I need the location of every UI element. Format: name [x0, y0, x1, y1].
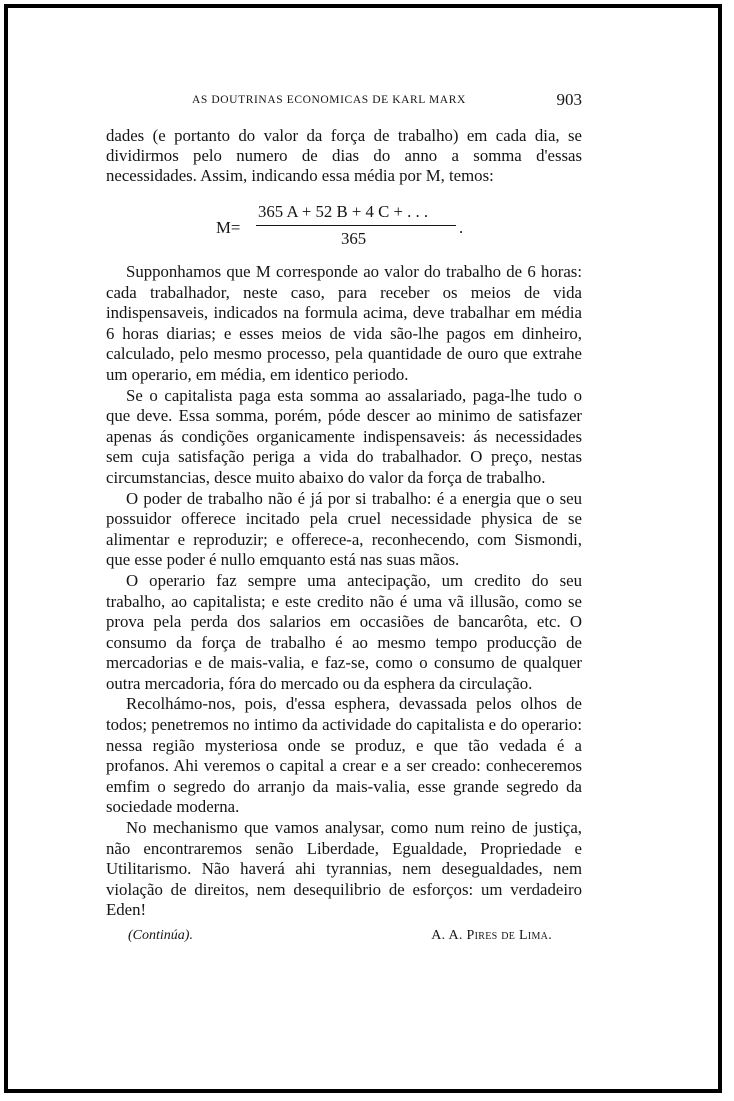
paragraph: Se o capitalista paga esta somma ao assalariado, paga-lhe tudo o que deve. Essa somma, porém, póde descer ao minimo de satisfazer apenas ás condições organicamente indispensaveis: ás necessidades sem cuja satisfação periga a vida do trabalhador. O preço, nestas circumstancias, desce muito abaixo do valor da força de trabalho.: [106, 385, 582, 487]
page-header: [106, 90, 582, 112]
paragraph: Recolhámo-nos, pois, d'essa esphera, devassada pelos olhos de todos; penetremos no intimo da actividade do capitalista e do operario: nessa região mysteriosa onde se produz, e que tão vedada é a profanos. Ahi veremos o capital a crear e a ser creado: conheceremos emfim o segredo do arranjo da mais-valia, esse grande segredo da sociedade moderna.: [106, 694, 582, 817]
fraction-bar: [256, 225, 456, 226]
formula-end: .: [459, 218, 464, 237]
formula-denominator: 365: [341, 229, 367, 248]
paragraph: Supponhamos que M corresponde ao valor do trabalho de 6 horas: cada trabalhador, neste caso, para receber os meios de vida indispensaveis, indicados na formula acima, deve trabalhar em média 6 horas diarias; e esses meios de vida são-lhe pagos em dinheiro, calculado, pelo mesmo processo, pela quantidade de ouro que extrahe um operario, em média, em identico periodo.: [106, 262, 582, 384]
paragraph: O operario faz sempre uma antecipação, um credito do seu trabalho, ao capitalista; e este credito não é uma vã illusão, como se prova pela perda dos salarios em occasiões de bancarôta, etc. O consumo da força de trabalho é ao mesmo tempo producção de mercadorias e de mais-valia, e faz-se, como o consumo de qualquer outra mercadoria, fóra do mercado ou da esphera da circulação.: [106, 570, 582, 693]
page-number: 903: [556, 90, 582, 109]
author-signature: A. A. Pires de Lima.: [431, 928, 552, 943]
paragraph: O poder de trabalho não é já por si trabalho: é a energia que o seu possuidor offerece incitado pela cruel necessidade physica de se alimentar e reproduzir; e offerece-a, reconhecendo, com Sismondi, que esse poder é nullo emquanto está nas suas mãos.: [106, 488, 582, 570]
formula: [216, 202, 476, 252]
intro-paragraph: dades (e portanto do valor da força de trabalho) em cada dia, se dividirmos pelo numero de dias do anno a somma d'essas necessidades. Assim, indicando essa média por M, temos:: [106, 126, 582, 186]
body-text: [106, 262, 582, 921]
formula-lhs: M=: [216, 218, 241, 237]
continued-note: (Continúa).: [128, 928, 193, 943]
paragraph: No mechanismo que vamos analysar, como num reino de justiça, não encontraremos senão Liberdade, Egualdade, Propriedade e Utilitarismo. Não haverá ahi tyrannias, nem desegualdades, nem violação de direitos, nem desequilibrio de esforços: um verdadeiro Eden!: [106, 818, 582, 920]
formula-numerator: 365 A + 52 B + 4 C + . . .: [258, 202, 429, 221]
page-footer: [128, 926, 552, 946]
intro-text: [106, 126, 582, 187]
running-title: AS DOUTRINAS ECONOMICAS DE KARL MARX: [192, 94, 466, 106]
